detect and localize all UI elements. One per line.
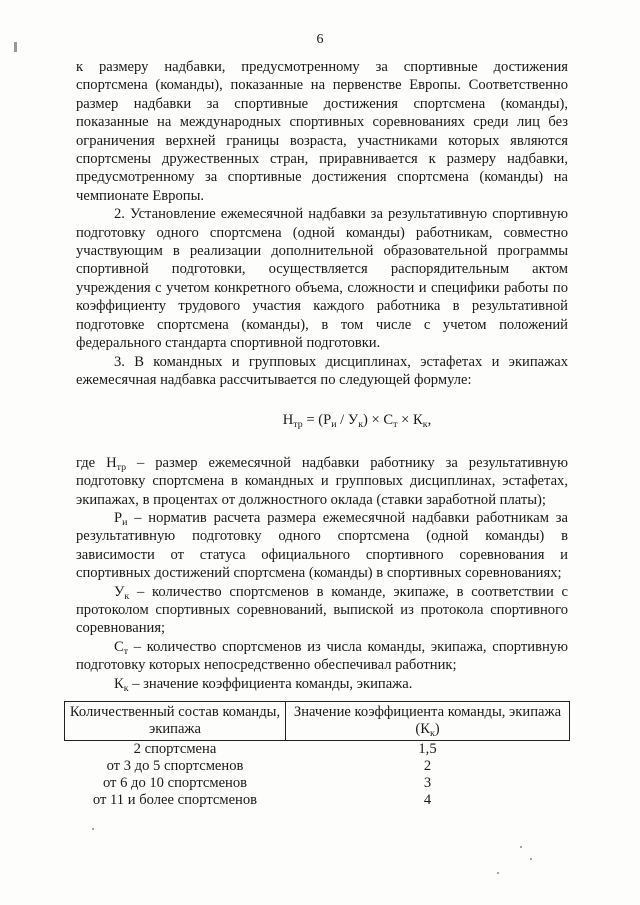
scan-speck xyxy=(530,858,532,860)
table-row xyxy=(65,741,570,759)
table-cell-coefficient: 1,5 xyxy=(418,741,437,757)
coefficient-table xyxy=(64,701,570,809)
table-cell-coefficient: 2 xyxy=(423,758,432,774)
page-number: 6 xyxy=(316,32,324,47)
table-row xyxy=(65,775,570,792)
table-cell-coefficient: 4 xyxy=(423,792,432,808)
scan-speck xyxy=(92,828,94,830)
table-cell-composition: от 3 до 5 спортсменов xyxy=(106,758,244,774)
definition-c-t: $С_т$ – количество спортсменов из числа команды, экипажа, спортивную подготовку которых непосредственно обеспечивал работник; xyxy=(76,638,568,674)
table-cell-composition: от 11 и более спортсменов xyxy=(92,792,258,808)
scan-speck xyxy=(497,872,499,874)
definition-k-k: $К_к$ – значение коэффициента команды, экипажа. xyxy=(114,675,413,694)
table-cell-composition: от 6 до 10 спортсменов xyxy=(102,775,248,791)
table-row xyxy=(65,758,570,775)
table-header-composition: Количественный состав команды, экипажа xyxy=(65,702,286,741)
scan-speck xyxy=(520,846,522,848)
table-header-coefficient: Значение коэффициента команды, экипажа $(К_к)$ xyxy=(286,702,570,741)
paragraph-item-3: 3. В командных и групповых дисциплинах, эстафетах и экипажах ежемесячная надбавка рассчитывается по следующей формуле: xyxy=(76,353,568,388)
paragraph-continuation: к размеру надбавки, предусмотренному за спортивные достижения спортсмена (команды), показанные на первенстве Европы. Соответственно размер надбавки за спортивные достижения спортсмена (команды), показанные на международных спортивных соревнованиях среди лиц без ограничения верхней границы возраста, участниками которых являются спортсмены дружественных стран, приравнивается к размеру надбавки, предусмотренному за спортивные достижения спортсмена (команды) на чемпионате Европы. xyxy=(76,59,568,204)
document-body xyxy=(69,58,568,809)
definition-h-tr: где $Н_{тр}$ – размер ежемесячной надбавки работнику за результативную подготовку спортсмена в командных и групповых дисциплинах, эстафетах, экипажах, в процентах от должностного оклада (ставки заработной платы); xyxy=(76,454,568,508)
table-cell-composition: 2 спортсмена xyxy=(133,741,217,757)
table-header-row xyxy=(65,702,570,741)
table-cell-coefficient: 3 xyxy=(423,775,432,791)
table-row xyxy=(65,792,570,809)
formula: $Н_{тр} = (Р_и / У_к) \times С_т \times К_к$, xyxy=(282,412,432,431)
definition-p-i: $Р_и$ – норматив расчета размера ежемесячной надбавки работникам за результативную подготовку одного спортсмена (одной команды) в зависимости от статуса официального спортивного соревнования и спортивных достижений спортсмена (команды) в спортивных соревнованиях; xyxy=(76,509,568,582)
paragraph-item-2: 2. Установление ежемесячной надбавки за результативную спортивную подготовку одного спортсмена (одной команды) работникам, совместно участвующим в реализации дополнительной образовательной программы спортивной подготовки, осуществляется распорядительным актом учреждения с учетом конкретного объема, сложности и специфики работы по коэффициенту трудового участия каждого работника в результативной подготовке спортсмена (команды), в том числе с учетом положений федерального стандарта спортивной подготовки. xyxy=(76,206,568,352)
definition-u-k: $У_к$ – количество спортсменов в команде, экипаже, в соответствии с протоколом спортивных соревнований, выпиской из протокола спортивного соревнования; xyxy=(76,583,568,637)
